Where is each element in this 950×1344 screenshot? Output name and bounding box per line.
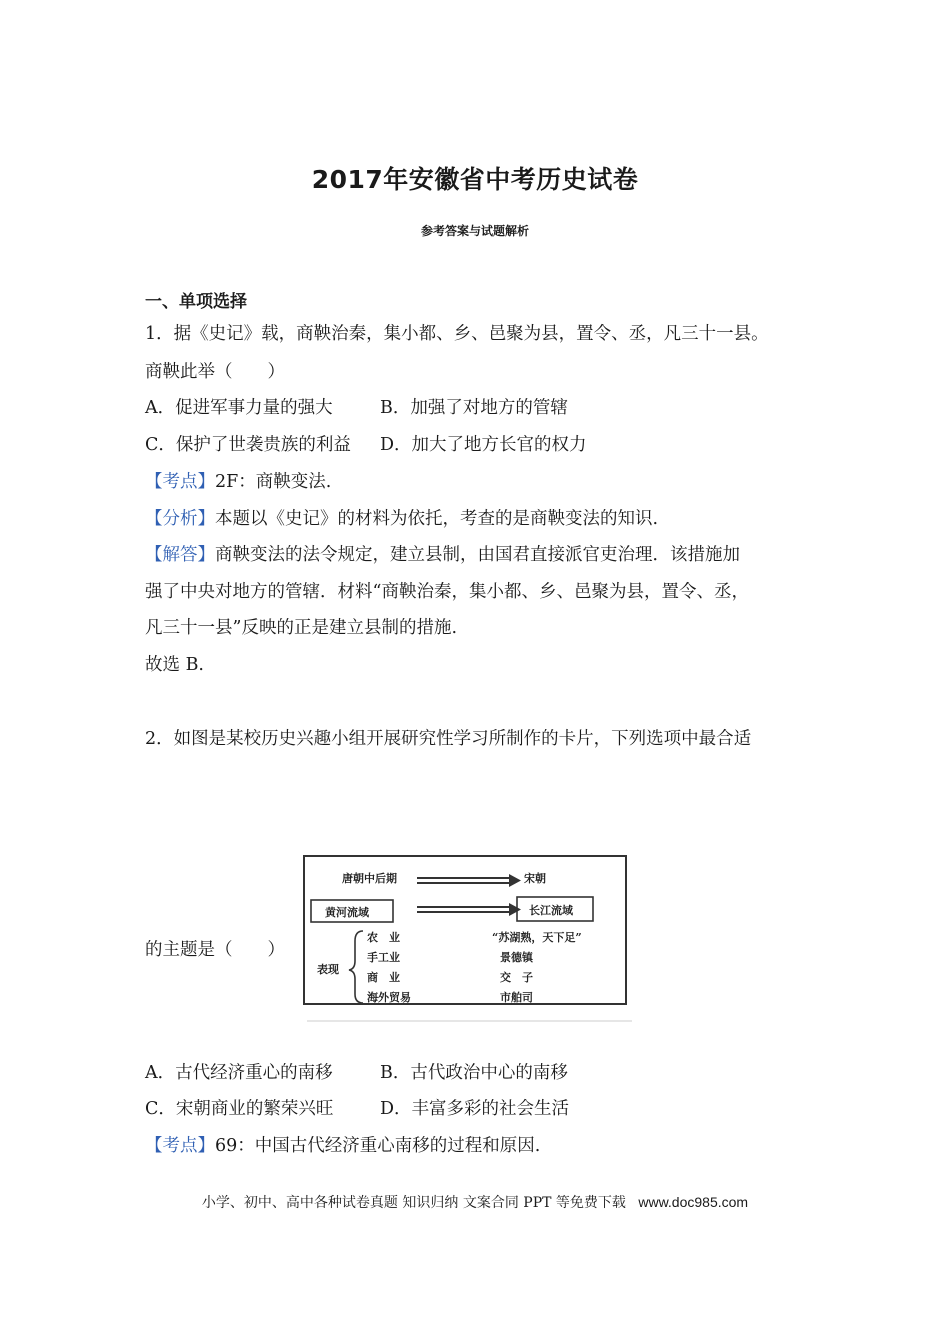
q1-jieda	[145, 543, 740, 567]
footer-text: 小学、初中、高中各种试卷真题 知识归纳 文案合同 PPT 等免费下载	[201, 1195, 626, 1211]
q2-card-figure	[297, 849, 632, 1025]
q1-jieda-line3: 凡三十一县”反映的正是建立县制的措施.	[145, 618, 458, 638]
q2-options-row1	[145, 1061, 745, 1085]
q1-option-d: D．加大了地方长官的权力	[380, 435, 587, 455]
fig-arrowhead-mid	[509, 903, 521, 916]
q2-kaodian-text: 69：中国古代经济重心南移的过程和原因.	[215, 1136, 541, 1156]
fig-row-right: 市舶司	[500, 991, 533, 1004]
q1-jieda-line1: 商鞅变法的法令规定，建立县制，由国君直接派官吏治理．该措施加	[215, 545, 740, 565]
document-subtitle: 参考答案与试题解析	[420, 224, 529, 238]
q2-card-diagram	[297, 849, 632, 1025]
q2-kaodian	[145, 1134, 540, 1158]
document-title: 2017年安徽省中考历史试卷	[311, 165, 639, 194]
fig-top-left: 唐朝中后期	[342, 872, 397, 885]
footer-url[interactable]: www.doc985.com	[638, 1194, 749, 1210]
fig-side-label: 表现	[317, 963, 339, 976]
q2-option-d: D．丰富多彩的社会生活	[380, 1099, 570, 1119]
q2-stem-line2: 的主题是（ ）	[145, 940, 285, 960]
section-heading: 一、单项选择	[145, 292, 247, 312]
q1-kaodian	[145, 470, 331, 494]
fig-row-left: 农 业	[367, 931, 400, 944]
q1-options-row1	[145, 396, 745, 420]
q2-option-b: B．古代政治中心的南移	[380, 1063, 568, 1083]
fig-row-left: 海外贸易	[367, 991, 411, 1004]
q1-options-row2	[145, 433, 745, 457]
q1-kaodian-text: 2F：商鞅变法.	[215, 472, 332, 492]
fig-row-left: 商 业	[367, 971, 400, 984]
q1-option-b: B．加强了对地方的管辖	[380, 398, 568, 418]
page-footer	[0, 1192, 950, 1212]
q1-stem-line1: 1．据《史记》载，商鞅治秦，集小都、乡、邑聚为县，置令、丞，凡三十一县。	[145, 324, 769, 344]
q1-fenxi-text: 本题以《史记》的材料为依托，考查的是商鞅变法的知识.	[215, 509, 659, 529]
fig-brace	[349, 931, 363, 1003]
q1-stem-line2: 商鞅此举（ ）	[145, 362, 285, 382]
fig-mid-left: 黄河流域	[325, 906, 369, 919]
kaodian-tag: 【考点】	[145, 472, 215, 492]
fig-row-right: 交 子	[500, 971, 533, 984]
q2-stem-line1: 2．如图是某校历史兴趣小组开展研究性学习所制作的卡片，下列选项中最合适	[145, 729, 752, 749]
jieda-tag: 【解答】	[145, 545, 215, 565]
fenxi-tag: 【分析】	[145, 509, 215, 529]
kaodian-tag: 【考点】	[145, 1136, 215, 1156]
q1-jieda-line2: 强了中央对地方的管辖．材料“商鞅治秦，集小都、乡、邑聚为县，置令、丞，	[145, 582, 749, 602]
q1-option-a: A．促进军事力量的强大	[145, 398, 333, 418]
fig-top-right: 宋朝	[524, 872, 546, 885]
q1-fenxi	[145, 507, 658, 531]
fig-row-right: “苏湖熟，天下足”	[492, 931, 582, 944]
q2-options-row2	[145, 1097, 745, 1121]
q1-option-c: C．保护了世袭贵族的利益	[145, 435, 351, 455]
fig-arrowhead-top	[509, 874, 521, 887]
fig-row-right: 景德镇	[500, 951, 533, 964]
fig-row-left: 手工业	[367, 951, 400, 964]
fig-mid-right: 长江流域	[529, 904, 573, 917]
q1-answer: 故选 B.	[145, 655, 204, 675]
q2-option-a: A．古代经济重心的南移	[145, 1063, 333, 1083]
q2-option-c: C．宋朝商业的繁荣兴旺	[145, 1099, 334, 1119]
